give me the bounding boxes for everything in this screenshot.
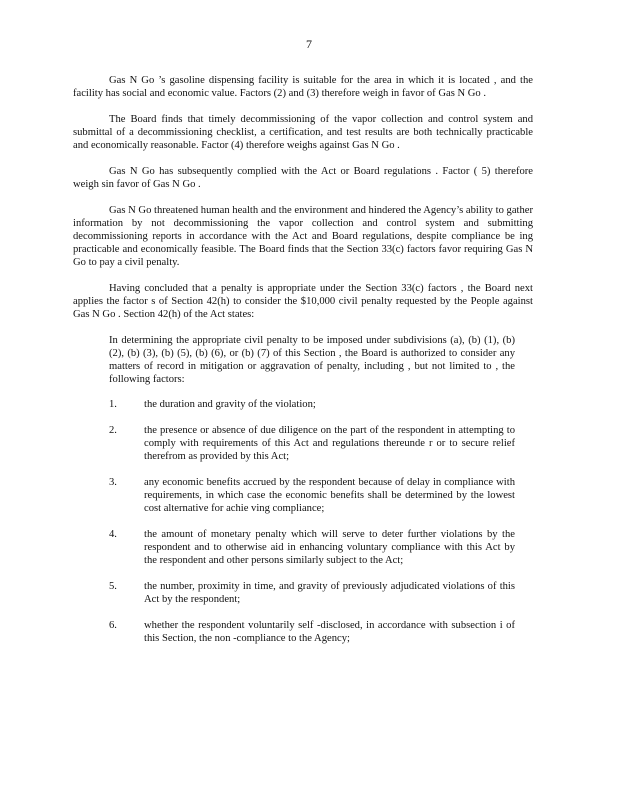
- paragraph: The Board finds that timely decommissioning of the vapor collection and control system and submittal of a decommissioning checklist, a certification, and test results are both technically practicable and economically reasonable. Factor (4) therefore weighs against Gas N Go .: [73, 114, 533, 151]
- list-item-text: the presence or absence of due diligence on the part of the respondent in attempting to comply with requirements of this Act and regulations thereunde r or to secure relief therefrom as provided by this Act;: [144, 425, 515, 462]
- list-item: [109, 619, 515, 645]
- list-item-number: 3.: [109, 477, 117, 488]
- paragraph: Gas N Go has subsequently complied with the Act or Board regulations . Factor ( 5) therefore weigh sin favor of Gas N Go .: [73, 166, 533, 190]
- quote-intro: In determining the appropriate civil penalty to be imposed under subdivisions (a), (b) (1), (b) (2), (b) (3), (b) (5), (b) (6), or (b) (7) of this Section , the Board is authorized to consider any matters of record in mitigation or aggravation of penalty, including , but not limited to , the following factors:: [109, 335, 515, 385]
- factor-list: [73, 398, 533, 645]
- statute-quote: [73, 334, 533, 645]
- list-item: [109, 398, 515, 411]
- list-item-text: the duration and gravity of the violation;: [144, 399, 316, 410]
- list-item-number: 4.: [109, 529, 117, 540]
- list-item-text: any economic benefits accrued by the respondent because of delay in compliance with requirements, in which case the economic benefits shall be determined by the lowest cost alternative for achie ving compliance;: [144, 477, 515, 514]
- list-item: [109, 580, 515, 606]
- paragraph: Having concluded that a penalty is appropriate under the Section 33(c) factors , the Board next applies the factor s of Section 42(h) to consider the $10,000 civil penalty requested by the People against Gas N Go . Section 42(h) of the Act states:: [73, 283, 533, 320]
- list-item-text: whether the respondent voluntarily self -disclosed, in accordance with subsection i of this Section, the non -compliance to the Agency;: [144, 620, 515, 644]
- list-item-text: the number, proximity in time, and gravity of previously adjudicated violations of this Act by the respondent;: [144, 581, 515, 605]
- paragraph: Gas N Go ’s gasoline dispensing facility is suitable for the area in which it is located , and the facility has social and economic value. Factors (2) and (3) therefore weigh in favor of Gas N Go .: [73, 75, 533, 99]
- list-item-number: 6.: [109, 620, 117, 631]
- list-item-number: 1.: [109, 399, 117, 410]
- list-item-text: the amount of monetary penalty which will serve to deter further violations by the respondent and to otherwise aid in enhancing voluntary compliance with this Act by the respondent and other persons similarly subject to the Act;: [144, 529, 515, 566]
- paragraph: Gas N Go threatened human health and the environment and hindered the Agency’s ability to gather information by not decommissioning the vapor collection and control system and submitting decommissioning reports in accordance with the Act and Board regulations, despite compliance be ing practicable and economically feasible. The Board finds that the Section 33(c) factors favor requiring Gas N Go to pay a civil penalty.: [73, 205, 533, 268]
- list-item: [109, 424, 515, 463]
- document-body: [73, 74, 533, 658]
- list-item-number: 2.: [109, 425, 117, 436]
- list-item-number: 5.: [109, 581, 117, 592]
- page-number: 7: [306, 37, 312, 51]
- list-item: [109, 528, 515, 567]
- list-item: [109, 476, 515, 515]
